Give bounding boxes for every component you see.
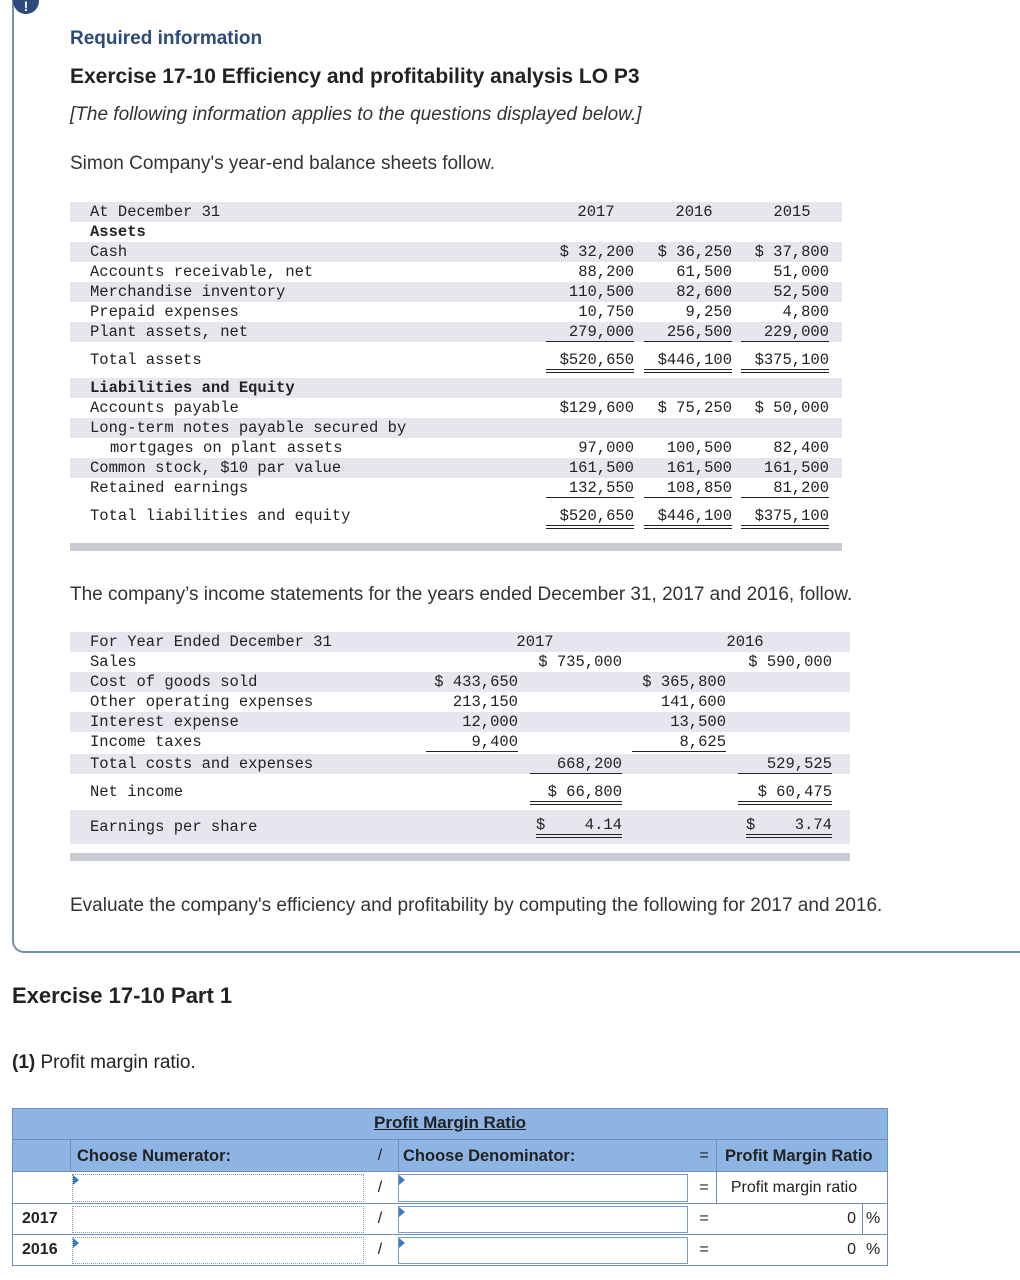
result-value-2017[interactable]: 0 <box>847 1210 856 1227</box>
equals-symbol: = <box>699 1147 709 1164</box>
dropdown-indicator-icon <box>399 1238 405 1248</box>
row-year: 2017 <box>22 1210 58 1227</box>
divide-symbol: / <box>377 1241 383 1258</box>
is-row-total-costs: Total costs and expenses 668,200 529,525 <box>70 754 850 774</box>
bs-row-prepaid: Prepaid expenses 10,750 9,250 4,800 <box>90 303 829 321</box>
bs-row-total-le: Total liabilities and equity $520,650 $446,100 $375,100 <box>70 506 842 526</box>
denominator-input-2016[interactable] <box>398 1237 688 1264</box>
equals-symbol: = <box>699 1179 709 1196</box>
question-label: Profit margin ratio. <box>35 1052 196 1073</box>
profit-margin-grid <box>12 1108 888 1266</box>
is-row-cogs: Cost of goods sold $ 433,650 $ 365,800 <box>70 672 850 692</box>
bs-row-cash: Cash $ 32,200 $ 36,250 $ 37,800 <box>70 242 842 262</box>
numerator-select-header[interactable] <box>72 1174 364 1202</box>
result-sublabel: Profit margin ratio <box>730 1179 858 1196</box>
grid-divider <box>398 1140 399 1172</box>
income-statement-intro: The company’s income statements for the years ended December 31, 2017 and 2016, follow. <box>70 584 853 605</box>
is-header-row: For Year Ended December 31 2017 2016 <box>70 632 850 652</box>
bs-row-ltn: mortgages on plant assets 97,000 100,500 82,400 <box>110 439 829 457</box>
numerator-header: Choose Numerator: <box>77 1147 232 1165</box>
row-year: 2016 <box>22 1241 58 1258</box>
bs-row-plant: Plant assets, net 279,000 256,500 229,000 <box>70 322 842 342</box>
dropdown-indicator-icon <box>399 1175 405 1185</box>
required-information-heading: Required information <box>70 28 263 49</box>
is-row-eps: Earnings per share $ 4.14 $ 3.74 <box>70 810 850 844</box>
info-note: [The following information applies to the questions displayed below.] <box>70 104 642 125</box>
table-divider-bar <box>70 543 842 551</box>
alert-icon: ! <box>13 0 39 14</box>
table-divider-bar <box>70 853 850 861</box>
divide-symbol: / <box>377 1179 383 1196</box>
bs-assets-heading: Assets <box>90 223 146 241</box>
is-row-interest: Interest expense 12,000 13,500 <box>70 712 850 732</box>
is-row-net-income: Net income $ 66,800 $ 60,475 <box>70 782 850 802</box>
divide-symbol: / <box>377 1210 383 1227</box>
is-row-taxes: Income taxes 9,400 8,625 <box>90 733 726 751</box>
bs-row-total-assets: Total assets $520,650 $446,100 $375,100 <box>70 350 842 370</box>
divide-symbol: / <box>377 1147 383 1164</box>
result-value-2016[interactable]: 0 <box>847 1241 856 1258</box>
evaluate-instruction: Evaluate the company's efficiency and profitability by computing the following for 2017 and 2016. <box>70 895 883 916</box>
denominator-input-2017[interactable] <box>398 1206 688 1233</box>
balance-sheet-intro: Simon Company's year-end balance sheets follow. <box>70 153 496 174</box>
numerator-input-2016[interactable] <box>72 1237 364 1264</box>
is-row-sales: Sales $ 735,000 $ 590,000 <box>90 653 832 671</box>
bs-row-retained-earnings: Retained earnings 132,550 108,850 81,200 <box>90 479 829 497</box>
question-text <box>12 1052 196 1074</box>
question-number: (1) <box>12 1052 36 1073</box>
bs-row-ap: Accounts payable $129,600 $ 75,250 $ 50,000 <box>90 399 829 417</box>
dropdown-indicator-icon <box>73 1238 79 1248</box>
is-row-opex: Other operating expenses 213,150 141,600 <box>90 693 726 711</box>
grid-title: Profit Margin Ratio <box>374 1113 527 1132</box>
exercise-title: Exercise 17-10 Efficiency and profitability analysis LO P3 <box>70 65 640 88</box>
bs-row-inventory: Merchandise inventory 110,500 82,600 52,500 <box>70 282 842 302</box>
equals-symbol: = <box>699 1241 709 1258</box>
percent-unit: % <box>866 1241 881 1258</box>
bs-row-ar: Accounts receivable, net 88,200 61,500 51,000 <box>90 263 829 281</box>
bs-row-ltn-label: Long-term notes payable secured by <box>70 418 842 438</box>
grid-divider <box>716 1140 717 1172</box>
result-header: Profit Margin Ratio <box>725 1147 873 1165</box>
bs-row-common-stock: Common stock, $10 par value 161,500 161,500 161,500 <box>70 458 842 478</box>
dropdown-indicator-icon <box>73 1175 79 1185</box>
bs-le-heading: Liabilities and Equity <box>70 378 842 398</box>
bs-header-row: At December 31 2017 2016 2015 <box>70 202 842 222</box>
part-title: Exercise 17-10 Part 1 <box>12 983 233 1008</box>
percent-unit: % <box>866 1210 881 1227</box>
dropdown-indicator-icon <box>399 1207 405 1217</box>
denominator-header: Choose Denominator: <box>403 1147 576 1165</box>
equals-symbol: = <box>699 1210 709 1227</box>
numerator-input-2017[interactable] <box>72 1206 364 1233</box>
denominator-select-header[interactable] <box>398 1174 688 1202</box>
